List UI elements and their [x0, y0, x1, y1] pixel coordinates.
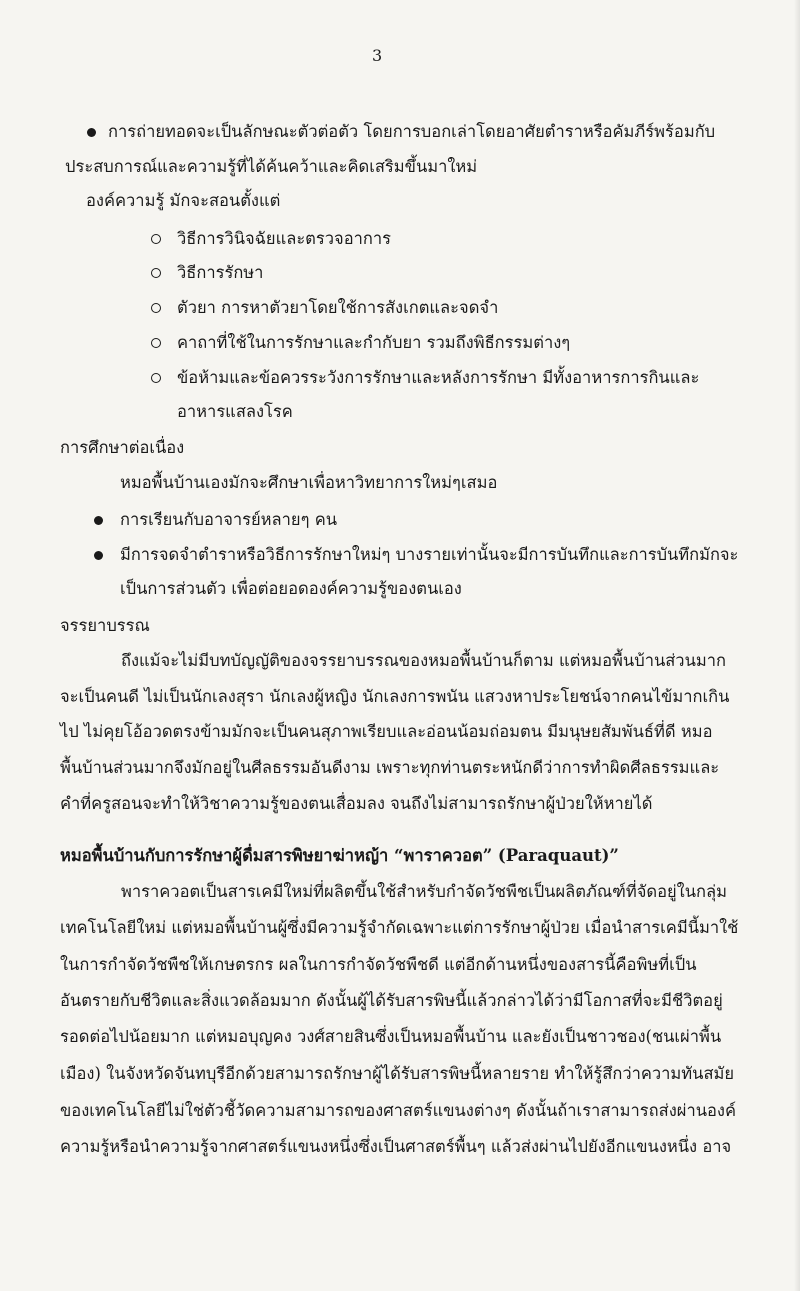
section4-para-line: รอดต่อไปน้อยมาก แต่หมอบุญคง วงศ์สายสินซึ่งเป็นหมอพื้นบ้าน และยังเป็นชาวชอง(ชนเผ่าพื้น — [60, 1027, 722, 1046]
section1-bullet1-line1: การถ่ายทอดจะเป็นลักษณะตัวต่อตัว โดยการบอกเล่าโดยอาศัยตำราหรือคัมภีร์พร้อมกับ — [108, 122, 716, 141]
section1-intro: องค์ความรู้ มักจะสอนตั้งแต่ — [86, 191, 281, 210]
section2-bullet2-line1: มีการจดจำตำราหรือวิธีการรักษาใหม่ๆ บางรายเท่านั้นจะมีการบันทึกและการบันทึกมักจะ — [120, 545, 739, 564]
section1-item-2: วิธีการรักษา — [177, 263, 264, 282]
bullet-circle-icon — [151, 373, 161, 383]
bullet-circle-icon — [151, 268, 161, 278]
section4-para-line: เทคโนโลยีใหม่ แต่หมอพื้นบ้านผู้ซึ่งมีความรู้จำกัดเฉพาะแต่การรักษาผู้ป่วย เมื่อนำสารเคมีนี้มาใช้ — [60, 918, 739, 937]
section4-para-line: ของเทคโนโลยีไม่ใช่ตัวชี้วัดความสามารถของศาสตร์แขนงต่างๆ ดังนั้นถ้าเราสามารถส่งผ่านองค์ — [60, 1101, 737, 1120]
section1-bullet1-line2: ประสบการณ์และความรู้ที่ได้ค้นคว้าและคิดเสริมขึ้นมาใหม่ — [65, 157, 478, 176]
section3-heading: จรรยาบรรณ — [60, 616, 150, 635]
section2-intro: หมอพื้นบ้านเองมักจะศึกษาเพื่อหาวิทยาการใหม่ๆเสมอ — [120, 473, 498, 492]
section3-para-line: ถึงแม้จะไม่มีบทบัญญัติของจรรยาบรรณของหมอพื้นบ้านก็ตาม แต่หมอพื้นบ้านส่วนมาก — [121, 651, 726, 670]
bullet-circle-icon — [151, 303, 161, 313]
section4-para-line: เมือง) ในจังหวัดจันทบุรีอีกด้วยสามารถรักษาผู้ได้รับสารพิษนี้หลายราย ทำให้รู้สึกว่าความทันสมัย — [60, 1064, 735, 1083]
bullet-dot-icon — [87, 128, 96, 137]
section2-bullet1: การเรียนกับอาจารย์หลายๆ คน — [120, 510, 338, 529]
section4-heading: หมอพื้นบ้านกับการรักษาผู้ดื่มสารพิษยาฆ่าหญ้า “พาราควอต” (Paraquaut)” — [60, 846, 619, 865]
section1-item-5: ข้อห้ามและข้อควรระวังการรักษาและหลังการรักษา มีทั้งอาหารการกินและ — [177, 368, 700, 387]
section4-para-line: ในการกำจัดวัชพืชให้เกษตรกร ผลในการกำจัดวัชพืชดี แต่อีกด้านหนึ่งของสารนี้คือพิษที่เป็น — [60, 955, 697, 974]
section3-para-line: พื้นบ้านส่วนมากจึงมักอยู่ในศีลธรรมอันดีงาม เพราะทุกท่านตระหนักดีว่าการทำผิดศีลธรรมและ — [60, 758, 720, 777]
section3-para-line: คำที่ครูสอนจะทำให้วิชาความรู้ของตนเสื่อมลง จนถึงไม่สามารถรักษาผู้ป่วยให้หายได้ — [60, 794, 653, 813]
bullet-circle-icon — [151, 338, 161, 348]
page-edge-shadow — [794, 0, 800, 1291]
section1-item-3: ตัวยา การหาตัวยาโดยใช้การสังเกตและจดจำ — [177, 298, 499, 317]
bullet-dot-icon — [94, 551, 103, 560]
section2-heading: การศึกษาต่อเนื่อง — [60, 438, 185, 457]
section1-item-1: วิธีการวินิจฉัยและตรวจอาการ — [177, 229, 391, 248]
page-number: 3 — [372, 46, 383, 65]
section4-para-line: อันตรายกับชีวิตและสิ่งแวดล้อมมาก ดังนั้นผู้ได้รับสารพิษนี้แล้วกล่าวได้ว่ามีโอกาสที่จะมีชีวิตอยู่ — [60, 991, 723, 1010]
bullet-circle-icon — [151, 234, 161, 244]
bullet-dot-icon — [94, 516, 103, 525]
section4-para-line: พาราควอตเป็นสารเคมีใหม่ที่ผลิตขึ้นใช้สำหรับกำจัดวัชพืชเป็นผลิตภัณฑ์ที่จัดอยู่ในกลุ่ม — [121, 882, 727, 901]
section1-item-5-cont: อาหารแสลงโรค — [177, 402, 293, 421]
section4-para-line: ความรู้หรือนำความรู้จากศาสตร์แขนงหนึ่งซึ่งเป็นศาสตร์พื้นๆ แล้วส่งผ่านไปยังอีกแขนงหนึ่ง อาจ — [60, 1137, 732, 1156]
section3-para-line: ไป ไม่คุยโอ้อวดตรงข้ามมักจะเป็นคนสุภาพเรียบและอ่อนน้อมถ่อมตน มีมนุษยสัมพันธ์ที่ดี หมอ — [60, 722, 713, 741]
section3-para-line: จะเป็นคนดี ไม่เป็นนักเลงสุรา นักเลงผู้หญิง นักเลงการพนัน แสวงหาประโยชน์จากคนไข้มากเกิน — [60, 687, 730, 706]
section1-item-4: คาถาที่ใช้ในการรักษาและกำกับยา รวมถึงพิธีกรรมต่างๆ — [177, 333, 571, 352]
section2-bullet2-line2: เป็นการส่วนตัว เพื่อต่อยอดองค์ความรู้ของตนเอง — [120, 579, 462, 598]
